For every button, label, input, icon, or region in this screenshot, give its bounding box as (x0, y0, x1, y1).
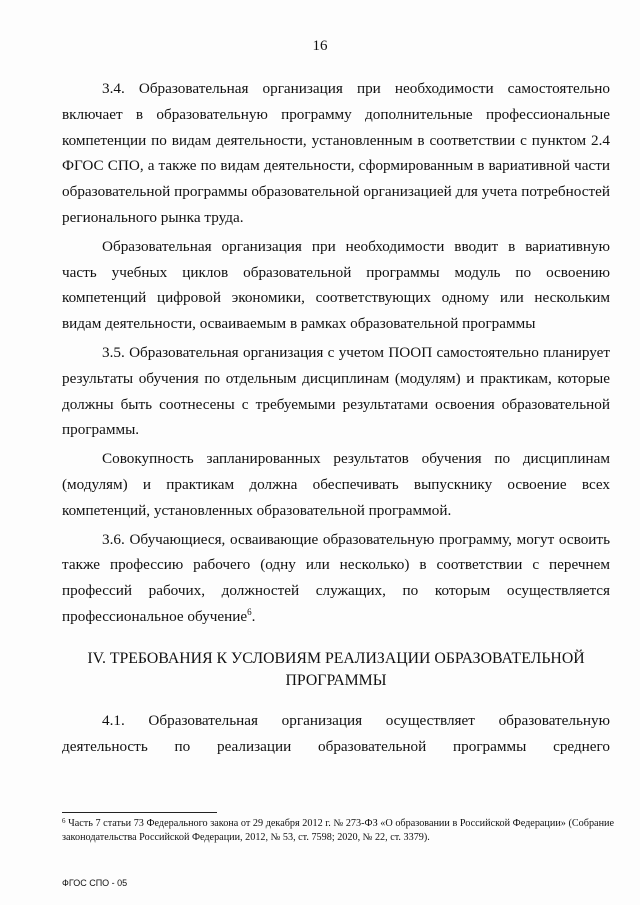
footnote (62, 817, 614, 845)
page-number: 16 (312, 38, 328, 54)
paragraph-3-6 (62, 527, 610, 630)
body-text (62, 76, 610, 630)
paragraph-3-6-text: 3.6. Обучающиеся, осваивающие образовательную программу, могут освоить также профессию рабочего (одну или несколько) в соответствии с перечнем профессий рабочих, должностей служащих, по которым осуществляется профессиональное обучение (62, 530, 610, 625)
paragraph-3-6-tail: . (251, 607, 256, 625)
footer-code: ФГОС СПО - 05 (62, 878, 128, 888)
paragraph-digital-economy: Образовательная организация при необходимости вводит в вариативную часть учебных циклов образовательной программы модуль по освоению компетенций цифровой экономики, соответствующих одному или нескольким видам деятельности, осваиваемым в рамках образовательной программы (62, 237, 610, 333)
section-heading: IV. ТРЕБОВАНИЯ К УСЛОВИЯМ РЕАЛИЗАЦИИ ОБРАЗОВАТЕЛЬНОЙ ПРОГРАММЫ (87, 650, 585, 689)
paragraph-3-4: 3.4. Образовательная организация при необходимости самостоятельно включает в образовательную программу дополнительные профессиональные компетенции по видам деятельности, установленным в соответствии с пунктом 2.4 ФГОС СПО, а также по видам деятельности, сформированным в вариативной части образовательной программы образовательной организацией для учета потребностей регионального рынка труда. (62, 80, 610, 226)
paragraph-4-1: 4.1. Образовательная организация осуществляет образовательную деятельность по реализации образовательной программы среднего (62, 712, 610, 755)
footnote-mark: 6 (62, 817, 66, 825)
footnote-divider (62, 812, 217, 813)
footnote-text: Часть 7 статьи 73 Федерального закона от 29 декабря 2012 г. № 273-ФЗ «О образовании в Российской Федерации» (Собрание законодательства Российской Федерации, 2012, № 53, ст. 7598; 2020, № 22, ст. 3379). (62, 818, 614, 843)
paragraph-competencies: Совокупность запланированных результатов обучения по дисциплинам (модулям) и практикам должна обеспечивать выпускнику освоение всех компетенций, установленных образовательной программой. (62, 450, 610, 519)
footnote-reference[interactable]: 6 (247, 606, 252, 617)
paragraph-3-5: 3.5. Образовательная организация с учетом ПООП самостоятельно планирует результаты обучения по отдельным дисциплинам (модулям) и практикам, которые должны быть соотнесены с требуемыми результатами освоения образовательной программы. (62, 343, 610, 439)
body-text-section-4 (62, 708, 610, 760)
